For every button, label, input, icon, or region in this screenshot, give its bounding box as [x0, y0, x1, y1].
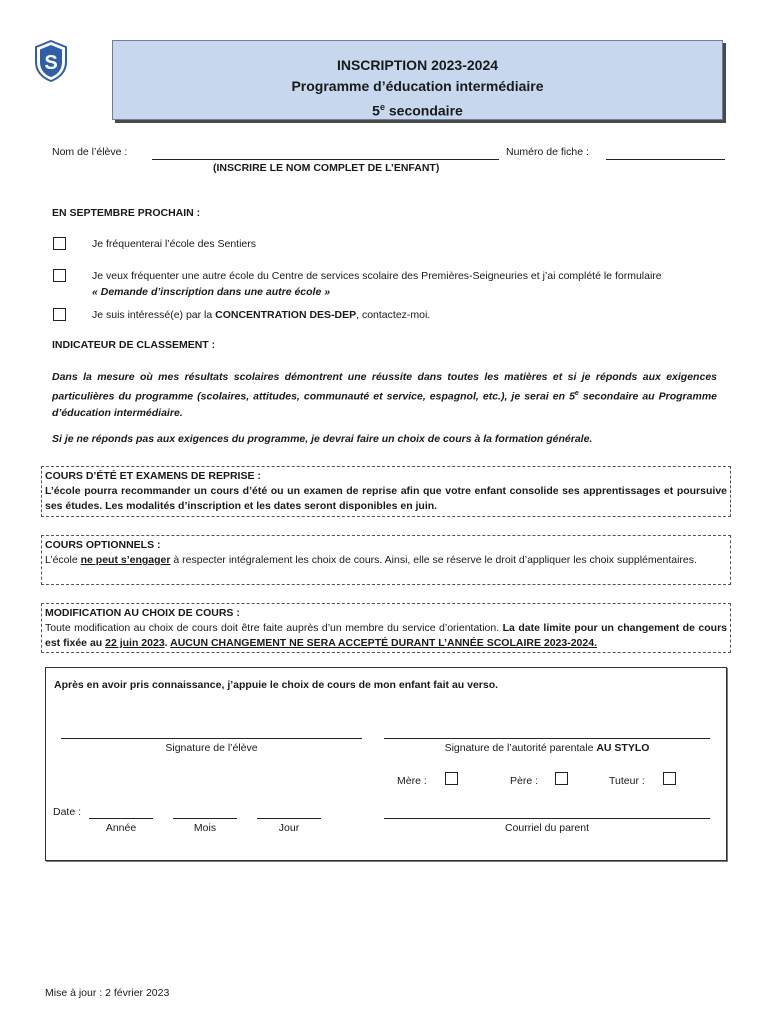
september-heading: EN SEPTEMBRE PROCHAIN :: [52, 207, 201, 219]
optional-courses-heading: COURS OPTIONNELS :: [45, 539, 161, 551]
title-line2: Programme d’éducation intermédiaire: [291, 78, 544, 94]
modification-box: [41, 603, 731, 653]
summer-courses-box: [41, 466, 731, 517]
year-label: Année: [105, 822, 137, 834]
year-line[interactable]: [89, 818, 153, 819]
option-sentiers-checkbox[interactable]: [53, 237, 66, 250]
logo-letter: S: [44, 52, 58, 74]
optional-courses-box: [41, 535, 731, 585]
modification-text: Toute modification au choix de cours doit être faite auprès d’un membre du service d’orientation. La date limite pour un changement de cours est fixée au 22 juin 2023. AUCUN CHANGEMENT NE SERA ACCEPTÉ DURANT L’ANNÉE SCOLAIRE 2023-2024.: [45, 622, 727, 649]
updated-date: Mise à jour : 2 février 2023: [45, 987, 170, 999]
record-number-label: Numéro de fiche :: [506, 146, 589, 158]
option-other-school-label: Je veux fréquenter une autre école du Centre de services scolaire des Premières-Seigneuries et j’ai complété le formulaire: [92, 270, 662, 282]
option-concentration-checkbox[interactable]: [53, 308, 66, 321]
father-label: Père :: [510, 775, 539, 787]
school-logo: [34, 40, 68, 82]
parent-email-label: Courriel du parent: [504, 822, 590, 834]
option-concentration-label: Je suis intéressé(e) par la CONCENTRATION DES-DEP, contactez-moi.: [92, 309, 431, 321]
guardian-label: Tuteur :: [609, 775, 645, 787]
parent-signature-line[interactable]: [384, 738, 710, 739]
title-line3: 5e secondaire: [372, 102, 463, 119]
student-signature-label: Signature de l’élève: [165, 742, 258, 754]
optional-courses-text: L’école ne peut s’engager à respecter intégralement les choix de cours. Ainsi, elle se réserve le droit d’appliquer les choix supplémentaires.: [45, 554, 697, 566]
indicator-note: Si je ne réponds pas aux exigences du programme, je devrai faire un choix de cours à la formation générale.: [52, 433, 593, 445]
summer-courses-heading: COURS D’ÉTÉ ET EXAMENS DE REPRISE :: [45, 470, 261, 482]
student-name-hint: (INSCRIRE LE NOM COMPLET DE L’ENFANT): [213, 162, 440, 174]
day-label: Jour: [278, 822, 300, 834]
option-sentiers-label: Je fréquenterai l’école des Sentiers: [92, 238, 257, 250]
summer-courses-text: L’école pourra recommander un cours d’été ou un examen de reprise afin que votre enfant consolide ses apprentissages et poursuive ses études. Les modalités d’inscription et les dates seront disponibles en juin.: [45, 485, 727, 512]
month-label: Mois: [193, 822, 217, 834]
title-line1: INSCRIPTION 2023-2024: [336, 57, 499, 73]
mother-checkbox[interactable]: [445, 772, 458, 785]
month-line[interactable]: [173, 818, 237, 819]
parent-email-line[interactable]: [384, 818, 710, 819]
date-label: Date :: [53, 806, 82, 818]
title-box: [112, 40, 723, 120]
mother-label: Mère :: [397, 775, 427, 787]
student-name-line[interactable]: [152, 159, 499, 160]
indicator-paragraph: Dans la mesure où mes résultats scolaires démontrent une réussite dans toutes les matières et si je réponds aux exigences particulières du programme (scolaires, attitudes, communauté et service, espagnol, etc.), je serai en 5e secondaire au Programme d’éducation intermédiaire.: [52, 371, 717, 419]
indicator-heading: INDICATEUR DE CLASSEMENT :: [52, 339, 216, 351]
signature-intro: Après en avoir pris connaissance, j’appuie le choix de cours de mon enfant fait au verso.: [54, 679, 499, 691]
day-line[interactable]: [257, 818, 321, 819]
guardian-checkbox[interactable]: [663, 772, 676, 785]
modification-heading: MODIFICATION AU CHOIX DE COURS :: [45, 607, 240, 619]
record-number-line[interactable]: [606, 159, 725, 160]
option-other-school-form: « Demande d’inscription dans une autre école »: [92, 286, 331, 298]
parent-signature-label: Signature de l’autorité parentale AU STYLO: [444, 742, 650, 754]
student-name-label: Nom de l’élève :: [52, 146, 128, 158]
father-checkbox[interactable]: [555, 772, 568, 785]
option-other-school-checkbox[interactable]: [53, 269, 66, 282]
student-signature-line[interactable]: [61, 738, 362, 739]
